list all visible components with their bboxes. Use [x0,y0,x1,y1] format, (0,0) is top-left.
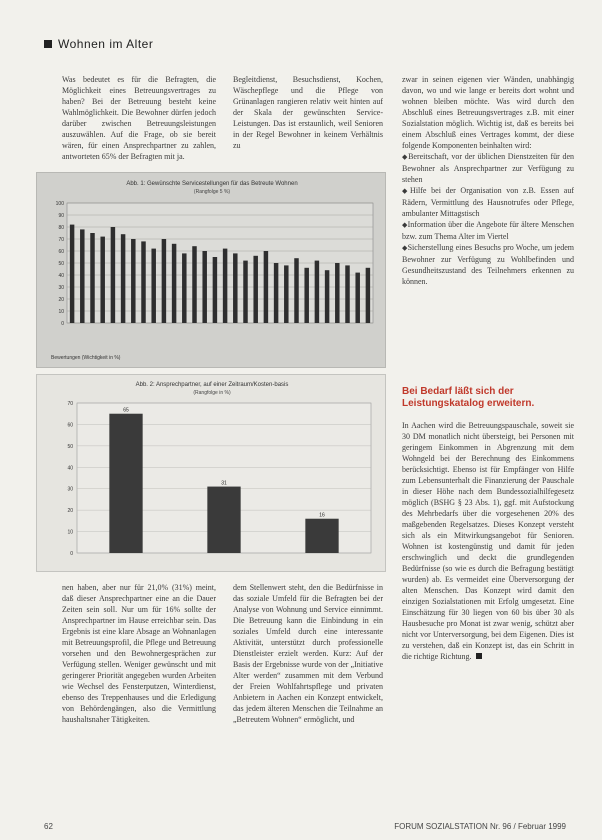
chart1-bar [366,268,370,323]
page-header [44,36,153,52]
chart2-bar [207,487,240,553]
chart1-bar [304,268,308,323]
chart1-bar [223,249,227,323]
chart1-bar [70,225,74,323]
chart1-bar [121,234,125,323]
column-2-top-text [233,74,383,164]
chart1-bar [345,265,349,323]
page-number: 62 [44,822,53,831]
column-2-bottom-text [233,582,383,812]
chart1-bar [192,246,196,323]
chart1-ytick-label: 70 [58,237,64,243]
section-title: Wohnen im Alter [58,37,154,51]
column-1-top-text [62,74,216,164]
chart1-bar [294,258,298,323]
journal-name: FORUM SOZIALSTATION Nr. 96 / Februar 1999 [394,822,566,831]
chart1-ytick-label: 60 [58,249,64,255]
chart2-subtitle: (Rangfolge in %) [193,390,231,396]
chart2-ytick-label: 0 [70,551,73,557]
chart1-ytick-label: 40 [58,273,64,279]
chart1-bar [284,265,288,323]
chart1-bar [172,244,176,323]
bullet-item: ◆ Information über die Angebote für ältere Menschen bzw. zum Thema Alter im Viertel [402,219,574,242]
chart2-bar [109,414,142,553]
chart1-canvas [37,173,387,369]
chart1-bar [253,256,257,323]
chart2-data-label: 16 [319,512,325,519]
chart1-ytick-label: 90 [58,213,64,219]
paragraph: nen haben, aber nur für 21,0% (31%) meint, daß dieser Ansprechpartner eine an die Dauer Zeiten sein soll. Nur um für 16% sollte der Ansprechpartner im Hause erreichbar sein. Das Ergebnis ist eine klare Absage an Wohnanlagen mit Betreuungsprofil, die Pflege und Betreuung vorsehen und den Bewohnergesprächen zur Verfügung stellen. Weniger gewünscht und mit geringerer Priorität angegeben wurden Arbeiten wie Wechsel des Fensterputzen, Winterdienst, ebenso des Treppenhauses und die Erledigung von Behördengängen, also die Vermittlung haushaltsnaher Tätigkeiten. [62,583,216,724]
chart1-bar [355,273,359,323]
chart1-subtitle: (Rangfolge 5 %) [193,189,231,195]
column-3-bottom-text [402,420,574,830]
chart2-ytick-label: 40 [67,465,73,472]
chart2-ytick-label: 60 [67,422,73,429]
chart1-ytick-label: 10 [58,309,64,315]
paragraph: dem Stellenwert steht, den die Bedürfnisse in das soziale Umfeld für die Befragten bei der Analyse von Wohnung und Service einnimmt. Die Betreuung kann die Einbindung in ein soziales Umfeld durch eine interessante Aktivität, unterstützt durch professionelle Dienstleister erzielt werden. Kurz: Auf der Basis der Ergebnisse wurde von der „Initiative Alter werden“ zusammen mit dem Verbund der Freien Wohlfahrtspflege und privaten Anbietern in Aachen ein Konzept entwickelt, das jedem älteren Menschen die Teilnahme an „Betreutem Wohnen“ ermöglicht, und [233,583,383,724]
chart1-bar [182,253,186,323]
chart2-ytick-label: 20 [67,508,73,515]
chart1-bar [100,237,104,323]
chart1-ytick-label: 0 [61,321,64,327]
paragraph: Begleitdienst, Besuchsdienst, Kochen, Wäschepflege und die Pflege von Grünanlagen rangieren relativ weit hinten auf der Skala der gewünschten Service-Leistungen. Das ist erstaunlich, weil Senioren in der Regel Bewohner in keinem Verhältnis zu [233,75,383,150]
chart1-bar [151,249,155,323]
paragraph: zwar in seinen eigenen vier Wänden, unabhängig davon, wo und wie lange er bereits dort wohnt und wohnen bleiben möchte. Was wird durch den Abschluß eines Betreuungsvertrages z.B. mit einer Sozialstation möglich. Wichtig ist, daß es bereits bei einem Abschluß eines Vertrages kommt, der diese folgende Komponenten beinhalten wird: [402,75,574,150]
chart1-bar [213,257,217,323]
chart1-ytick-label: 20 [58,297,64,303]
chart1-bar [111,227,115,323]
chart1-bar [233,253,237,323]
chart1-bar [80,229,84,323]
chart1-ytick-label: 80 [58,225,64,231]
chart1-ytick-label: 100 [55,201,64,207]
paragraph: In Aachen wird die Betreuungspauschale, soweit sie 30 DM monatlich nicht übersteigt, bei Personen mit geringem Einkommen in Abgrenzung mit dem Wohngeld bei der Berechnung des Einkommens berücksichtigt. Ebenso ist für Empfänger von Hilfe zum Lebensunterhalt die Finanzierung der Pauschale in dieser Höhe nach dem Bundessozialhilfegesetz möglich (BSHG § 23 Abs. 1), ggf. mit Aufstockung des Mehrbedarfs über die vorgesehenen 20% des maßgebenden Regelsatzes. Dieses Konzept versteht sich als ein Mitwirkungsangebot für Senioren. Wohnen ist kostengünstig und damit für jeden erschwinglich und deckt die grundlegenden Bedürfnisse (so wie es durch die Befragung bestätigt wurden) ab. Es vermeidet eine Überversorgung der alten Menschen. Das Konzept wird damit den einzigen Sozialstationen mit Erfolg umgesetzt. Eine Einschätzung für 30 liegen von 60 bis über 30 als Hausbesuche pro Monat ist zwar wenig, schützt aber nicht vor Unterversorgung, bei dem Eigenen. Dies ist zu verstehen, daß ein Konzept ist, das ein Schritt in die richtige Richtung. [402,421,574,661]
header-marker [44,40,52,48]
chart2-canvas [37,375,387,573]
chart1-bar [90,233,94,323]
paragraph: Was bedeutet es für die Befragten, die Möglichkeit eines Betreuungsvertrages zu haben? Bei der Betreuung besteht keine Wahlmöglichkeit. Die Bewohner dürfen jedoch darüber zwischen Betreuungsleistungen auszuwählen. Auf die Frage, ob sie bereit wären, für einen Ansprechpartner zu zahlen, antworteten 65% der Befragten mit ja. [62,75,216,161]
chart2-ytick-label: 70 [67,401,73,407]
chart1-bar [162,239,166,323]
chart2-title: Abb. 2: Ansprechpartner, auf einer Zeitraum/Kosten-basis [135,382,289,388]
chart2-bar [305,519,338,553]
chart2-data-label: 31 [221,480,227,487]
chart1-legend: Bewertungen (Wichtigkeit in %) [51,355,121,361]
chart2-data-label: 65 [123,407,129,414]
bullet-item: ◆ Bereitschaft, vor der üblichen Dienstzeiten für den Bewohner als Ansprechpartner zur Verfügung zu stehen [402,151,574,185]
chart1-bar [335,263,339,323]
chart1-bar [243,261,247,323]
chart2-ytick-label: 10 [67,529,73,536]
chart1-title: Abb. 1: Gewünschte Servicestellungen für das Betreute Wohnen [126,181,298,187]
column-1-bottom-text [62,582,216,812]
chart1-bar [131,239,135,323]
bullet-item: ◆ Hilfe bei der Organisation von z.B. Essen auf Rädern, Vermittlung des Hausnotrufes oder Pflege, ambulanter Mittagstisch [402,185,574,219]
chart1-ytick-label: 30 [58,285,64,291]
chart1-bar [141,241,145,323]
chart2-ytick-label: 50 [67,443,73,450]
chart1-bar [264,251,268,323]
column-3-text [402,74,574,374]
subheading: Bei Bedarf läßt sich der Leistungskatalog erweitern. [402,386,535,409]
chart1-bar [202,251,206,323]
chart1-bar [315,261,319,323]
chart1-bar [325,270,329,323]
chart1-bar [274,263,278,323]
end-mark-icon [476,653,482,659]
chart-contact-person [36,374,386,572]
chart-service-rankings [36,172,386,368]
bullet-item: ◆ Sicherstellung eines Besuchs pro Woche, um jedem Bewohner zur Verfügung zu Wohlbefinden und Gesundheitszustand des Teilnehmers erkennen zu können. [402,242,574,287]
chart2-ytick-label: 30 [67,486,73,493]
chart1-ytick-label: 50 [58,261,64,267]
